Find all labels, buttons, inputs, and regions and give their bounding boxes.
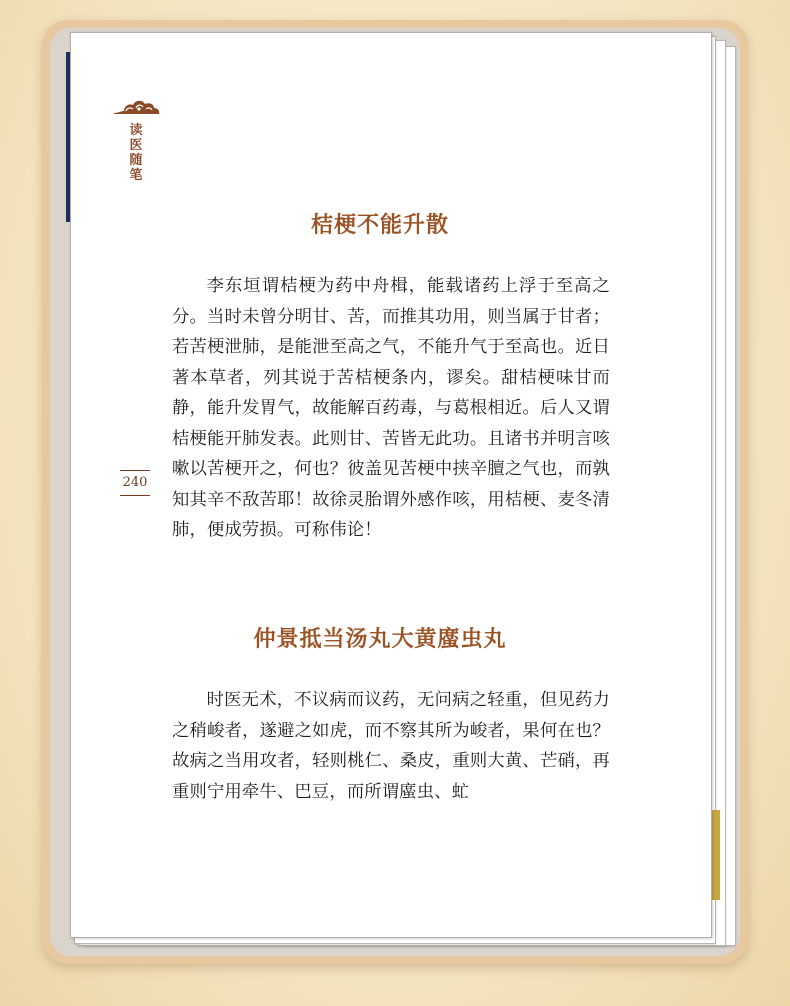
page-number: 240 [122,475,148,490]
page-number-rule [120,495,150,496]
running-title: 读医随笔 [129,123,143,183]
section-heading: 桔梗不能升散 [310,212,449,238]
book-edge-strip [712,810,720,900]
section-body: 时医无术，不议病而议药，无问病之轻重，但见药力之稍峻者，遂避之如虎，而不察其所为峻者，果何在也？故病之当用攻者，轻则桃仁、桑皮，重则大黄、芒硝，再重则宁用牵牛、巴豆，而所谓䗪虫、虻 [172,690,610,802]
section-body: 李东垣谓桔梗为药中舟楫，能载诸药上浮于至高之分。当时未曾分明甘、苦，而推其功用，则当属于甘者；若苦梗泄肺，是能泄至高之气，不能升气于至高也。近日著本草者，列其说于苦桔梗条内，谬矣。甜桔梗味甘而静，能升发胃气，故能解百药毒，与葛根相近。后人又谓桔梗能开肺发表。此则甘、苦皆无此功。且诸书并明言咳嗽以苦梗开之，何也？彼盖见苦梗中挟辛膻之气也，而孰知其辛不敌苦耶！故徐灵胎谓外感作咳，用桔梗、麦冬清肺，便成劳损。可称伟论！ [172,276,610,540]
page-number-block [120,470,150,496]
section-heading: 仲景抵当汤丸大黄䗪虫丸 [253,626,507,652]
auspicious-cloud-icon [112,96,162,118]
